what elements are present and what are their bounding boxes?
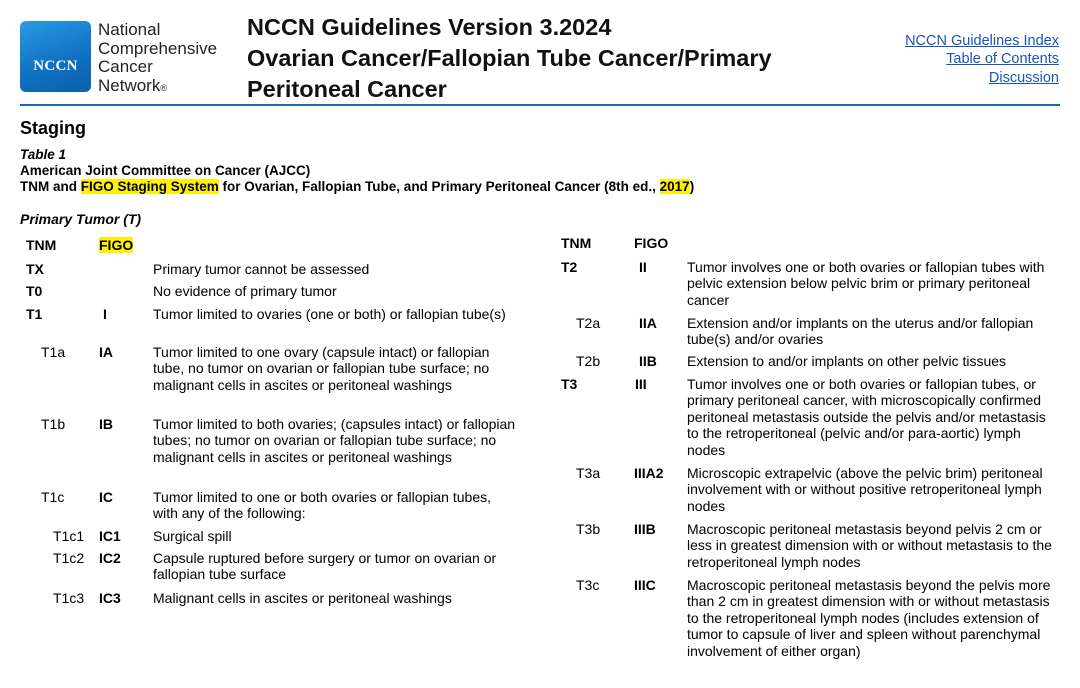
tnm-stage: T3a bbox=[576, 465, 601, 481]
figo-stage: IC1 bbox=[99, 528, 121, 544]
stage-description: Primary tumor cannot be assessed bbox=[153, 261, 370, 277]
tnm-stage: T1c3 bbox=[53, 590, 85, 606]
stage-description: Tumor involves one or both ovaries or fallopian tubes with pelvic extension below pelvic brim or primary peritoneal cancer bbox=[687, 259, 1045, 308]
org-line: National bbox=[98, 20, 161, 39]
tnm-stage: T3c bbox=[576, 577, 600, 593]
stage-description: Tumor limited to both ovaries; (capsules intact) or fallopian tubes; no tumor on ovarian or fallopian tube surface; no malignant cells in ascites or peritoneal washings bbox=[153, 416, 516, 465]
primary-tumor-heading: Primary Tumor (T) bbox=[20, 211, 142, 227]
committee-line: American Joint Committee on Cancer (AJCC) bbox=[20, 163, 311, 178]
nccn-logo bbox=[20, 21, 91, 92]
stage-description: Macroscopic peritoneal metastasis beyond the pelvis more than 2 cm in greatest dimension with or without metastasis to the retroperitoneal lymph nodes (includes extension of tumor to capsule of liver and spleen without parenchymal involvement of either organ) bbox=[687, 577, 1051, 659]
figo-stage: IIIB bbox=[634, 521, 656, 537]
discussion-link[interactable]: Discussion bbox=[988, 69, 1059, 86]
figo-stage: IIIC bbox=[634, 577, 656, 593]
page-title bbox=[247, 12, 772, 105]
guidelines-index-link[interactable]: NCCN Guidelines Index bbox=[905, 33, 1059, 49]
highlight-year: 2017 bbox=[659, 179, 690, 194]
registered-mark: ® bbox=[160, 82, 167, 93]
figo-stage: IIIA2 bbox=[634, 465, 664, 481]
tnm-stage: T1c2 bbox=[53, 550, 85, 566]
header-divider bbox=[20, 104, 1060, 106]
tnm-stage: T1c1 bbox=[53, 528, 85, 544]
tnm-stage: T3 bbox=[561, 376, 578, 392]
figo-header: FIGO bbox=[634, 235, 669, 251]
stage-description: Surgical spill bbox=[153, 528, 232, 544]
logo-text: NCCN bbox=[33, 58, 78, 74]
tnm-stage: T3b bbox=[576, 521, 601, 537]
tnm-stage: T1 bbox=[26, 306, 43, 322]
tnm-stage: T2 bbox=[561, 259, 578, 275]
stage-description: Tumor limited to ovaries (one or both) or fallopian tube(s) bbox=[153, 306, 506, 322]
tnm-stage: T2a bbox=[576, 315, 601, 331]
stage-description: Tumor involves one or both ovaries or fallopian tubes, or primary peritoneal cancer, with microscopically confirmed peritoneal metastasis outside the pelvis and/or metastasis to the retroperitoneal (pelvic and/or para-aortic) lymph nodes bbox=[687, 376, 1046, 458]
figo-stage: IC2 bbox=[99, 550, 121, 566]
tnm-header: TNM bbox=[26, 237, 57, 253]
title-line: Peritoneal Cancer bbox=[247, 76, 447, 102]
tnm-stage: T1a bbox=[41, 344, 66, 360]
figo-stage: IC bbox=[99, 489, 113, 505]
header-links bbox=[905, 32, 1059, 87]
figo-stage: IC3 bbox=[99, 590, 121, 606]
org-line: Comprehensive bbox=[98, 38, 218, 58]
stage-description: Tumor limited to one ovary (capsule intact) or fallopian tube, no tumor on ovarian or fallopian tube surface; no malignant cells in ascites or peritoneal washings bbox=[153, 344, 490, 393]
figo-stage: III bbox=[635, 376, 647, 392]
stage-description: Macroscopic peritoneal metastasis beyond pelvis 2 cm or less in greatest dimension with or without metastasis to the retroperitoneal lymph nodes bbox=[687, 521, 1052, 570]
stage-description: Microscopic extrapelvic (above the pelvic brim) peritoneal involvement with or without positive retroperitoneal lymph nodes bbox=[687, 465, 1043, 514]
figo-stage: IIA bbox=[639, 315, 657, 331]
org-line: Cancer bbox=[98, 57, 153, 77]
staging-system-line: TNM and FIGO Staging System for Ovarian, Fallopian Tube, and Primary Peritoneal Cancer (8th ed., 2017) bbox=[20, 179, 695, 194]
tnm-header: TNM bbox=[561, 235, 592, 251]
section-heading: Staging bbox=[20, 118, 86, 138]
tnm-stage: TX bbox=[26, 261, 44, 277]
tnm-stage: T2b bbox=[576, 353, 601, 369]
stage-description: Capsule ruptured before surgery or tumor on ovarian or fallopian tube surface bbox=[153, 550, 497, 583]
stage-description: Extension to and/or implants on other pelvic tissues bbox=[687, 353, 1007, 369]
stage-description: Extension and/or implants on the uterus and/or fallopian tube(s) and/or ovaries bbox=[687, 315, 1034, 348]
highlight-figo: FIGO Staging System bbox=[80, 179, 219, 194]
figo-stage: IB bbox=[99, 416, 113, 432]
tnm-stage: T0 bbox=[26, 283, 43, 299]
figo-stage: I bbox=[103, 306, 107, 322]
title-line: Ovarian Cancer/Fallopian Tube Cancer/Primary bbox=[247, 45, 772, 71]
table-label: Table 1 bbox=[20, 147, 67, 162]
org-line: Network® bbox=[98, 75, 167, 95]
figo-stage: IA bbox=[99, 344, 113, 360]
organization-name bbox=[98, 21, 217, 95]
tnm-stage: T1c bbox=[41, 489, 65, 505]
figo-stage: IIB bbox=[639, 353, 657, 369]
table-of-contents-link[interactable]: Table of Contents bbox=[946, 51, 1059, 68]
title-line: NCCN Guidelines Version 3.2024 bbox=[247, 14, 612, 40]
figo-stage: II bbox=[639, 259, 647, 275]
stage-description: No evidence of primary tumor bbox=[153, 283, 337, 299]
tnm-stage: T1b bbox=[41, 416, 66, 432]
stage-description: Tumor limited to one or both ovaries or fallopian tubes, with any of the following: bbox=[153, 489, 491, 522]
stage-description: Malignant cells in ascites or peritoneal washings bbox=[153, 590, 452, 606]
figo-header: FIGO bbox=[99, 237, 134, 253]
